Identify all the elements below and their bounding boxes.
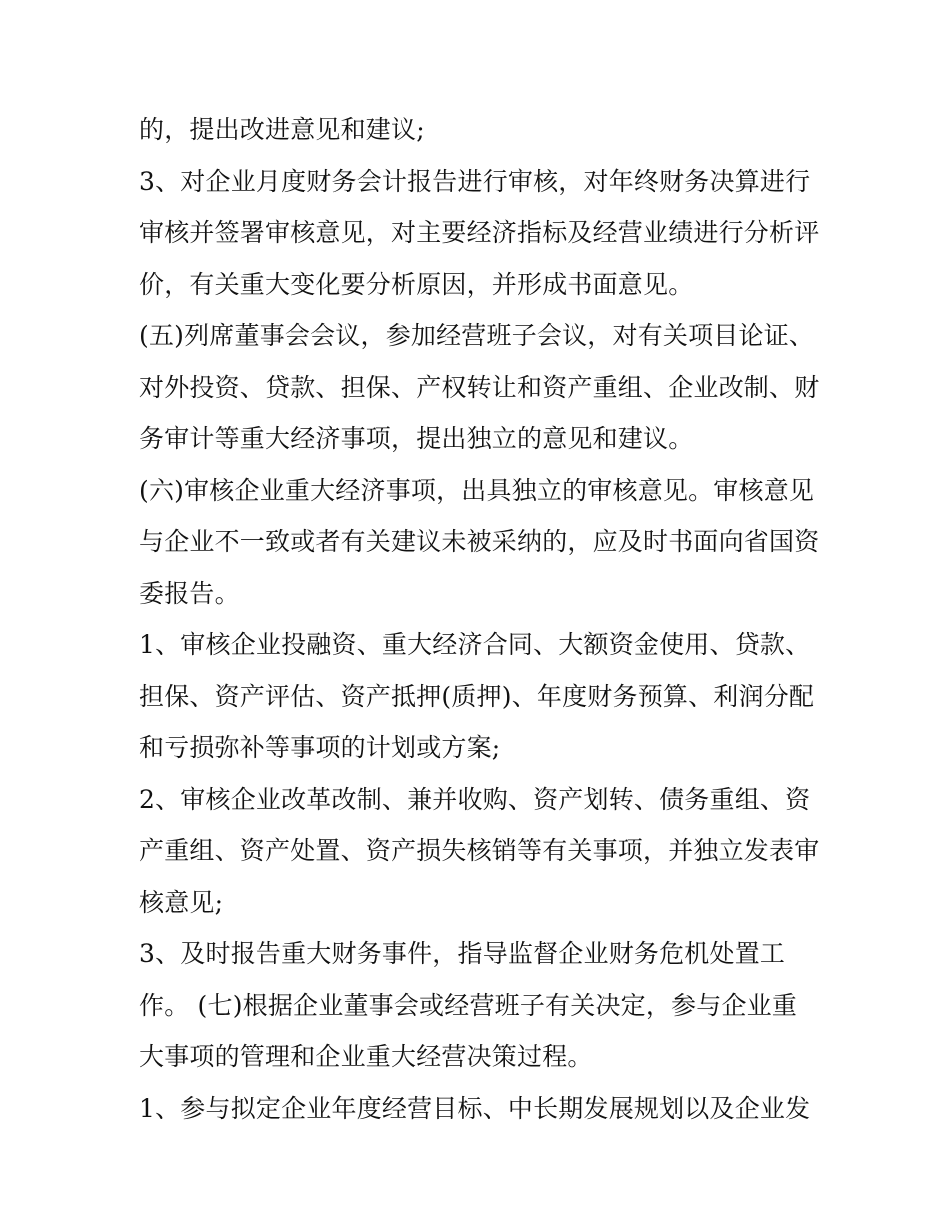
text-line: 的，提出改进意见和建议; [139,115,425,144]
text-line: 与企业不一致或者有关建议未被采纳的，应及时书面向省国资 [139,527,820,556]
text-line: 1、参与拟定企业年度经营目标、中长期发展规划以及企业发 [139,1093,811,1123]
text-line: (六)审核企业重大经济事项，出具独立的审核意见。审核意见 [139,475,815,505]
text-line: 大事项的管理和企业重大经营决策过程。 [139,1042,593,1071]
text-line: 产重组、资产处置、资产损失核销等有关事项，并独立发表审 [139,836,820,865]
text-line: 作。 (七)根据企业董事会或经营班子有关决定，参与企业重 [139,990,798,1020]
text-line: 核意见; [139,887,224,917]
text-line: 1、审核企业投融资、重大经济合同、大额资金使用、贷款、 [139,630,811,659]
text-line: 委报告。 [139,578,240,608]
text-line: 3、及时报告重大财务事件，指导监督企业财务危机处置工 [139,939,786,968]
text-line: 务审计等重大经济事项，提出独立的意见和建议。 [139,424,694,453]
text-line: 价，有关重大变化要分析原因，并形成书面意见。 [139,269,694,299]
text-line: 3、对企业月度财务会计报告进行审核，对年终财务决算进行 [139,166,811,196]
text-line: 2、审核企业改革改制、兼并收购、资产划转、债务重组、资 [139,784,811,814]
document-body [139,104,839,1134]
text-line: 审核并签署审核意见，对主要经济指标及经营业绩进行分析评 [139,218,820,247]
text-line: (五)列席董事会会议，参加经营班子会议，对有关项目论证、 [139,321,815,350]
text-line: 和亏损弥补等事项的计划或方案; [139,733,501,762]
text-line: 担保、资产评估、资产抵押(质押)、年度财务预算、利润分配 [139,681,815,711]
text-line: 对外投资、贷款、担保、产权转让和资产重组、企业改制、财 [139,372,820,402]
